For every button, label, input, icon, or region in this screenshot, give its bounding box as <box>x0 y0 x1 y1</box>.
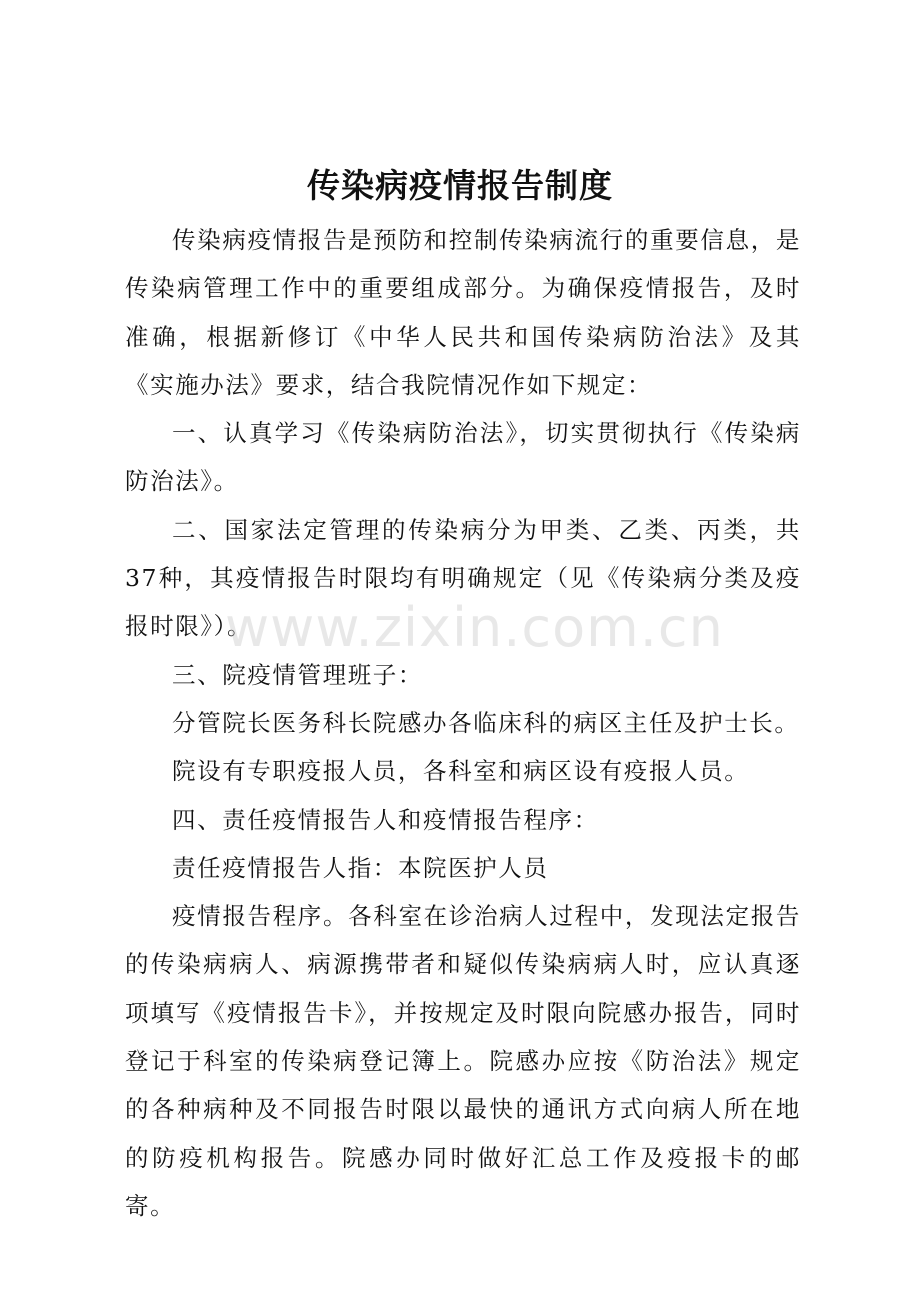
paragraph-section-4-reporter: 责任疫情报告人指：本院医护人员 <box>172 853 549 882</box>
paragraph-section-3-members: 分管院长医务科长院感办各临床科的病区主任及护士长。 <box>172 708 800 737</box>
paragraph-section-3-staff: 院设有专职疫报人员，各科室和病区设有疫报人员。 <box>172 757 750 786</box>
paragraph-section-4-procedure: 疫情报告程序。各科室在诊治病人过程中，发现法定报告的传染病病人、病源携带者和疑似传染病病人时，应认真逐项填写《疫情报告卡》，并按规定及时限向院感办报告，同时登记于科室的传染病登记簿上。院感办应按《防治法》规定的各种病种及不同报告时限以最快的通讯方式向病人所在地的防疫机构报告。院感办同时做好汇总工作及疫报卡的邮寄。 <box>125 902 801 1220</box>
watermark-text: www.zixin.com.cn <box>225 596 724 659</box>
document-body <box>125 216 801 1230</box>
paragraph-section-4: 四、责任疫情报告人和疫情报告程序： <box>172 805 599 834</box>
paragraph-section-2: 二、国家法定管理的传染病分为甲类、乙类、丙类，共37种，其疫情报告时限均有明确规定（见《传染病分类及疫报时限》）。 <box>125 515 801 641</box>
paragraph-section-1: 一、认真学习《传染病防治法》，切实贯彻执行《传染病防治法》。 <box>125 419 801 496</box>
paragraph-section-3: 三、院疫情管理班子： <box>172 660 423 689</box>
document-title: 传染病疫情报告制度 <box>307 166 613 205</box>
paragraph-intro: 传染病疫情报告是预防和控制传染病流行的重要信息，是传染病管理工作中的重要组成部分。为确保疫情报告，及时准确，根据新修订《中华人民共和国传染病防治法》及其《实施办法》要求，结合我院情况作如下规定： <box>125 226 801 399</box>
